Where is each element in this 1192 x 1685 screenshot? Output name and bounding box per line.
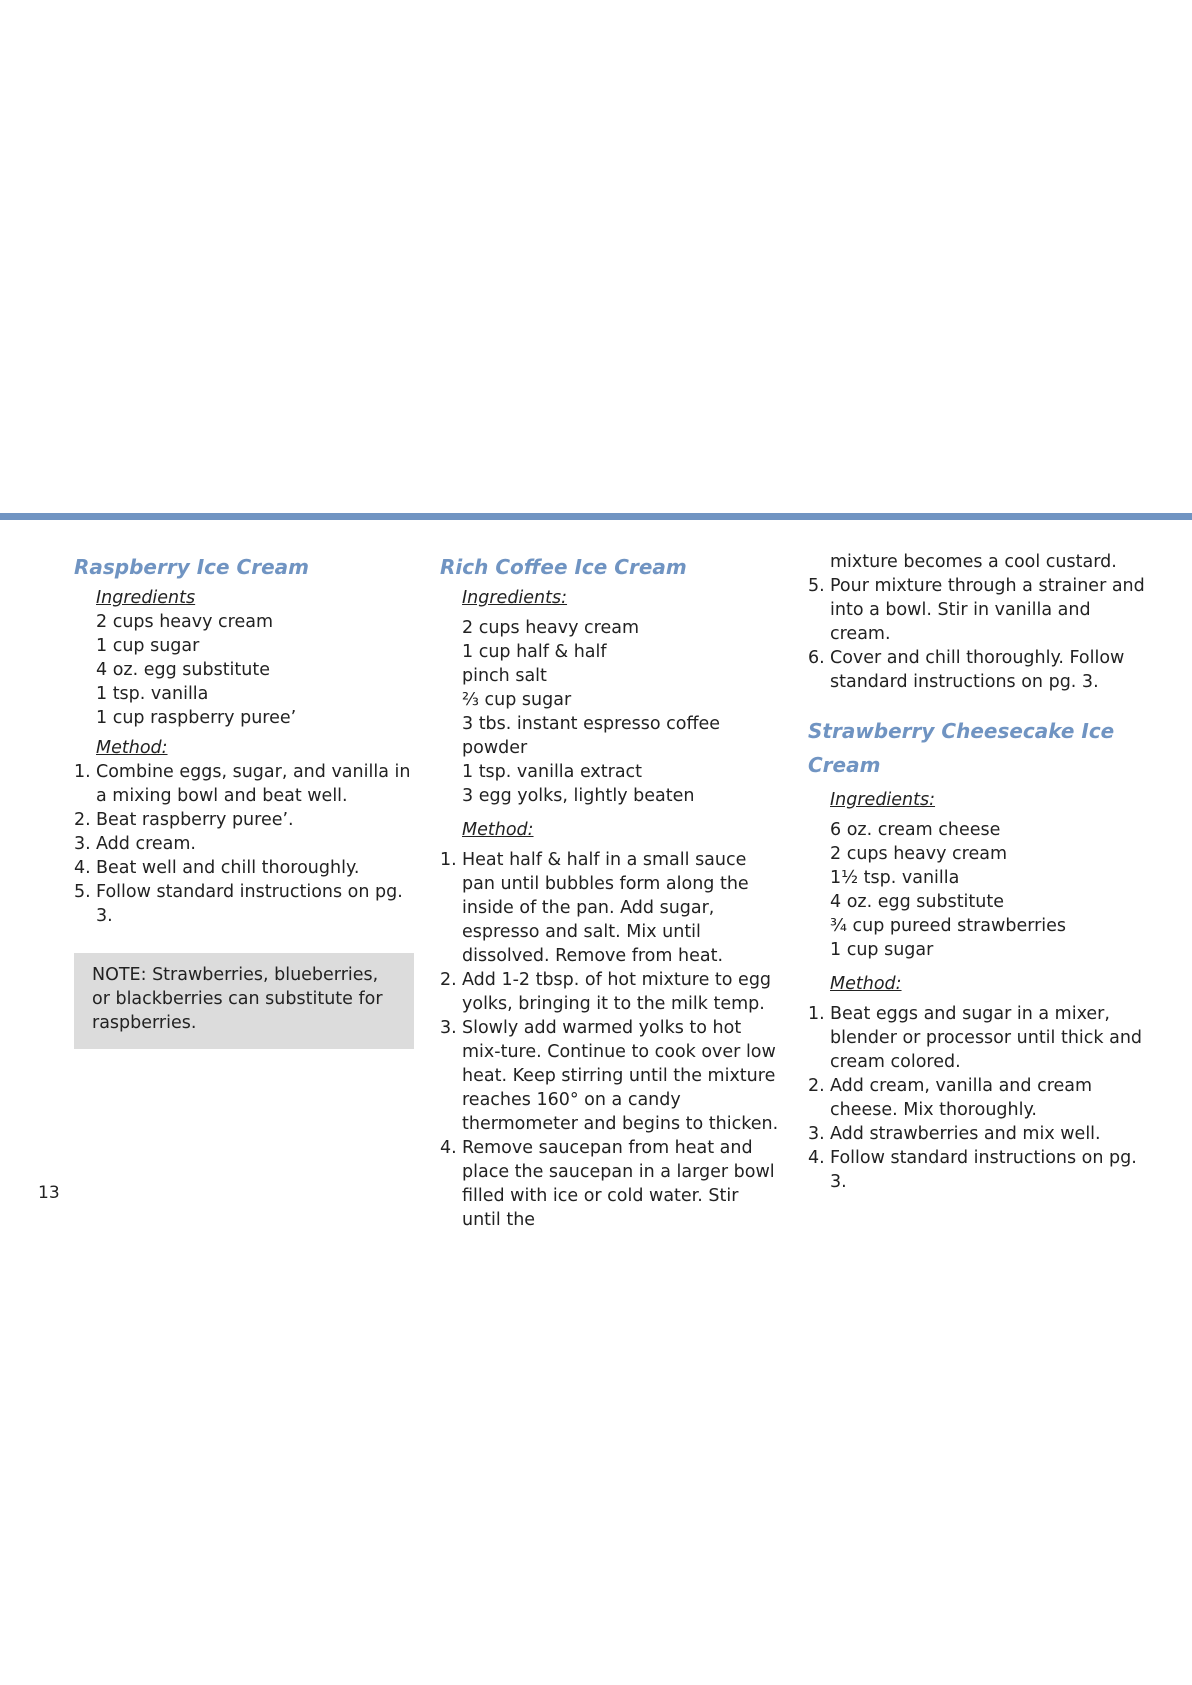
ingredient-item: 1 cup half & half [462, 642, 607, 662]
ingredients-list [830, 818, 1148, 962]
step-number: 2. [808, 1076, 825, 1096]
method-step [74, 760, 414, 808]
step-text: Remove saucepan from heat and place the saucepan in a larger bowl filled with ice or cold water. Stir until the [462, 1138, 775, 1230]
recipe-title-raspberry: Raspberry Ice Cream [74, 555, 309, 579]
method-step [74, 808, 414, 832]
step-text: Combine eggs, sugar, and vanilla in a mixing bowl and beat well. [96, 762, 411, 806]
method-step [808, 1002, 1148, 1074]
method-step [74, 832, 414, 856]
ingredient-item: 2 cups heavy cream [462, 618, 640, 638]
method-step [808, 1074, 1148, 1122]
step-text: Cover and chill thoroughly. Follow standard instructions on pg. 3. [830, 648, 1125, 692]
ingredient-item: 1½ tsp. vanilla [830, 868, 960, 888]
step-number: 4. [808, 1148, 825, 1168]
method-label: Method: [830, 974, 902, 994]
recipe-title-coffee: Rich Coffee Ice Cream [440, 555, 687, 579]
step-number: 2. [440, 970, 457, 990]
page-number: 13 [38, 1183, 60, 1203]
ingredient-item: ¾ cup pureed strawberries [830, 916, 1067, 936]
step-number: 4. [440, 1138, 457, 1158]
note-box [74, 953, 414, 1049]
step-number: 3. [808, 1124, 825, 1144]
ingredient-item: 1 cup raspberry puree’ [96, 708, 297, 728]
ingredient-item: 2 cups heavy cream [830, 844, 1008, 864]
ingredient-item: ⅔ cup sugar [462, 690, 572, 710]
ingredients-label: Ingredients [96, 588, 196, 608]
method-step [808, 1146, 1148, 1194]
ingredient-item: pinch salt [462, 666, 547, 686]
step-text: Add strawberries and mix well. [830, 1124, 1101, 1144]
column-raspberry [74, 550, 414, 928]
step-continuation: mixture becomes a cool custard. [830, 552, 1117, 572]
method-step [808, 646, 1148, 694]
method-step [74, 880, 414, 928]
ingredient-item: 1 tsp. vanilla extract [462, 762, 643, 782]
step-text: Follow standard instructions on pg. 3. [96, 882, 403, 926]
method-step [808, 574, 1148, 646]
method-steps [74, 760, 414, 928]
method-steps [440, 848, 780, 1232]
method-steps [808, 1002, 1148, 1194]
note-text: NOTE: Strawberries, blueberries, or blackberries can substitute for raspberries. [92, 965, 383, 1033]
ingredient-item: 2 cups heavy cream [96, 612, 274, 632]
step-text: Beat raspberry puree’. [96, 810, 294, 830]
ingredient-item: 6 oz. cream cheese [830, 820, 1001, 840]
method-label: Method: [462, 820, 534, 840]
step-text: Pour mixture through a strainer and into a bowl. Stir in vanilla and cream. [830, 576, 1145, 644]
step-text: Follow standard instructions on pg. 3. [830, 1148, 1137, 1192]
ingredient-item: 1 cup sugar [96, 636, 200, 656]
step-number: 3. [74, 834, 91, 854]
step-number: 1. [440, 850, 457, 870]
method-step [440, 848, 780, 968]
step-text: Add cream, vanilla and cream cheese. Mix thoroughly. [830, 1076, 1093, 1120]
ingredients-label: Ingredients: [462, 588, 568, 608]
step-number: 1. [74, 762, 91, 782]
step-number: 6. [808, 648, 825, 668]
step-number: 5. [808, 576, 825, 596]
step-text: Add cream. [96, 834, 196, 854]
ingredients-list [96, 610, 414, 730]
ingredient-item: 3 tbs. instant espresso coffee powder [462, 714, 721, 758]
method-step [440, 1136, 780, 1232]
method-step [74, 856, 414, 880]
ingredients-label: Ingredients: [830, 790, 936, 810]
step-number: 1. [808, 1004, 825, 1024]
step-number: 5. [74, 882, 91, 902]
step-text: Heat half & half in a small sauce pan until bubbles form along the inside of the pan. Add sugar, espresso and salt. Mix until dissolved. Remove from heat. [462, 850, 749, 966]
ingredient-item: 1 cup sugar [830, 940, 934, 960]
header-rule [0, 513, 1192, 520]
method-step [808, 1122, 1148, 1146]
recipe-title-strawberry: Strawberry Cheesecake Ice Cream [808, 719, 1115, 777]
method-step [440, 1016, 780, 1136]
method-steps-continued [808, 574, 1148, 694]
column-strawberry [808, 550, 1148, 1194]
method-label: Method: [96, 738, 168, 758]
column-coffee [440, 550, 780, 1232]
ingredient-item: 3 egg yolks, lightly beaten [462, 786, 695, 806]
step-text: Slowly add warmed yolks to hot mix-ture. Continue to cook over low heat. Keep stirring until the mixture reaches 160° on a candy thermometer and begins to thicken. [462, 1018, 779, 1134]
step-number: 4. [74, 858, 91, 878]
method-step [440, 968, 780, 1016]
ingredient-item: 4 oz. egg substitute [96, 660, 271, 680]
ingredient-item: 1 tsp. vanilla [96, 684, 209, 704]
step-text: Add 1-2 tbsp. of hot mixture to egg yolks, bringing it to the milk temp. [462, 970, 772, 1014]
step-text: Beat well and chill thoroughly. [96, 858, 360, 878]
step-number: 3. [440, 1018, 457, 1038]
step-number: 2. [74, 810, 91, 830]
ingredient-item: 4 oz. egg substitute [830, 892, 1005, 912]
ingredients-list [462, 616, 780, 808]
step-text: Beat eggs and sugar in a mixer, blender or processor until thick and cream colored. [830, 1004, 1143, 1072]
